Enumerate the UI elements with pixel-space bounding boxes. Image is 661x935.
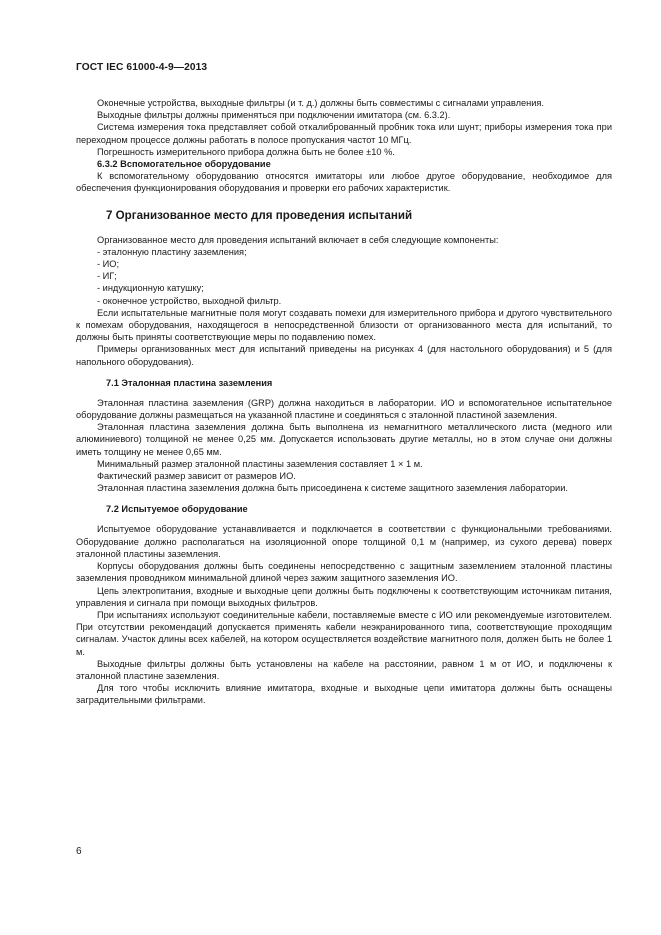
list-item: - эталонную пластину заземления;	[97, 246, 247, 257]
paragraph: Корпусы оборудования должны быть соединены непосредственно с защитным заземлением эталонной пластины заземления проводником минимальной длиной через зажим защитного заземления ИО.	[76, 561, 612, 584]
paragraph: Выходные фильтры должны быть установлены на кабеле на расстоянии, равном 1 м от ИО, и подключены к эталонной пластине заземления.	[76, 658, 612, 681]
paragraph: К вспомогательному оборудованию относятся имитаторы или любое другое оборудование, необходимое для обеспечения функционирования оборудования и проверки его рабочих характеристик.	[76, 171, 612, 194]
paragraph: Для того чтобы исключить влияние имитатора, входные и выходные цепи имитатора должны быть оснащены заградительными фильтрами.	[76, 683, 612, 706]
paragraph: Фактический размер зависит от размеров ИО.	[97, 471, 296, 482]
paragraph: Эталонная пластина заземления должна быть выполнена из немагнитного металлического листа (медного или алюминиевого) толщиной не менее 0,25 мм. Допускается использовать другие металлы, но в этом случае они должны иметь толщину не менее 0,65 мм.	[76, 422, 612, 457]
list-item: - ИО;	[97, 259, 120, 270]
subsection-heading-6-3-2: 6.3.2 Вспомогательное оборудование	[97, 159, 271, 170]
paragraph: Эталонная пластина заземления должна быть присоединена к системе защитного заземления лаборатории.	[97, 483, 568, 494]
paragraph: Минимальный размер эталонной пластины заземления составляет 1 × 1 м.	[97, 458, 423, 469]
paragraph: Цепь электропитания, входные и выходные цепи должны быть подключены к соответствующим источникам питания, управления и сигнала при помощи выходных фильтров.	[76, 585, 612, 608]
paragraph: Примеры организованных мест для испытаний приведены на рисунках 4 (для настольного оборудования) и 5 (для напольного оборудования).	[76, 344, 612, 367]
page-number: 6	[76, 846, 82, 857]
list-item: - оконечное устройство, выходной фильтр.	[97, 295, 282, 306]
section-heading-7-1: 7.1 Эталонная пластина заземления	[106, 377, 273, 388]
paragraph: Оконечные устройства, выходные фильтры (и т. д.) должны быть совместимы с сигналами управления.	[97, 98, 544, 108]
list-item: - индукционную катушку;	[97, 283, 204, 294]
paragraph: Выходные фильтры должны применяться при подключении имитатора (см. 6.3.2).	[97, 110, 451, 121]
paragraph: Погрешность измерительного прибора должна быть не более ±10 %.	[97, 146, 395, 157]
paragraph: Испытуемое оборудование устанавливается и подключается в соответствии с функциональными требованиями. Оборудование должно располагаться на изоляционной опоре толщиной 0,1 м (например, из сухого дерева) поверх эталонной пластины заземления.	[76, 524, 612, 559]
paragraph: При испытаниях используют соединительные кабели, поставляемые вместе с ИО или рекомендуемые изготовителем. При отсутствии рекомендаций допускается применять кабели неэкранированного типа, соответствующие проходящим сигналам. Участок длины всех кабелей, на котором осуществляется воздействие магнитного поля, должен быть не более 1 м.	[76, 609, 612, 657]
section-heading-7-2: 7.2 Испытуемое оборудование	[106, 504, 248, 515]
paragraph: Организованное место для проведения испытаний включает в себя следующие компоненты:	[97, 234, 499, 245]
list-item: - ИГ;	[97, 271, 117, 282]
document-body	[76, 97, 612, 707]
section-heading-7: 7 Организованное место для проведения испытаний	[106, 208, 413, 222]
paragraph: Система измерения тока представляет собой откалиброванный пробник тока или шунт; приборы измерения тока при переходном процессе должны работать в полосе пропускания частот 10 МГц.	[76, 122, 612, 145]
page-header: ГОСТ IEC 61000-4-9—2013	[76, 62, 208, 73]
paragraph: Эталонная пластина заземления (GRP) должна находиться в лаборатории. ИО и вспомогательное испытательное оборудование должны размещаться на указанной пластине и соединяться с эталонной пластиной заземления.	[76, 397, 612, 421]
paragraph: Если испытательные магнитные поля могут создавать помехи для измерительного прибора и другого чувствительного к помехам оборудования, находящегося в непосредственной близости от организованного места для испытаний, то должны быть приняты соответствующие меры по подавлению помех.	[76, 307, 612, 343]
